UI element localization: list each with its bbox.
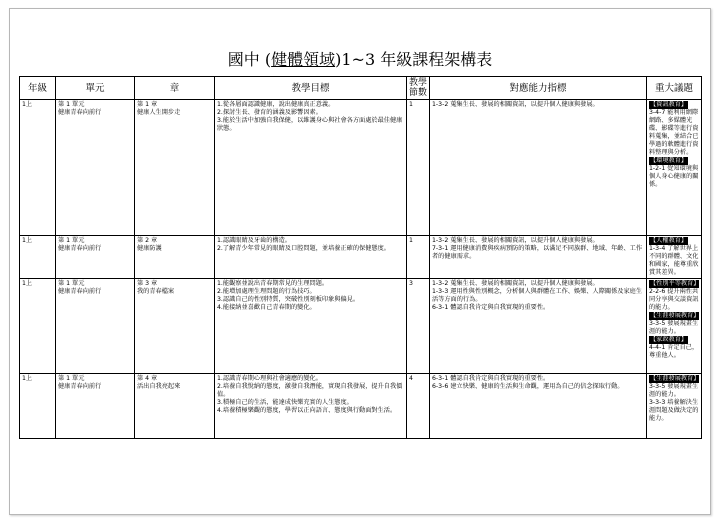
unit-name: 健康青春向前行 (58, 109, 102, 116)
chapter-number: 第 4 章 (137, 375, 158, 382)
issues-cell (647, 374, 702, 439)
unit-number: 第 1 單元 (58, 280, 85, 287)
unit-cell (56, 100, 135, 236)
issue-heading: 【資訊教育】 (650, 101, 688, 108)
goal-item: 1.從各層面認識健康，說出健康真正意義。 (217, 101, 335, 108)
issue-heading: 【性別平等教育】 (650, 280, 700, 287)
unit-name: 健康青春向前行 (58, 383, 102, 390)
goal-item: 3.認識自己的性別特質，突破性別刻板印象與偏見。 (217, 296, 360, 303)
goal-item: 3.能於生活中加強自我保健，以維護身心與社會各方面處於最佳健康狀態。 (217, 117, 403, 132)
indicator-item: 1-3-2 蒐集生長、發展的相關資訊，以提升個人健康與發展。 (432, 101, 599, 108)
issue-heading: 【家政教育】 (650, 336, 688, 343)
unit-number: 第 1 單元 (58, 237, 85, 244)
table-row (20, 279, 702, 374)
header-grade: 年級 (20, 77, 56, 100)
header-goals: 教學目標 (215, 77, 407, 100)
goals-cell (215, 236, 407, 279)
issue-text: 2-2-6 提升兩性共同分享與交談資訊的能力。 (649, 288, 699, 311)
goal-item: 3.積極自己的生活，能達成快樂充實的人生態度。 (217, 399, 353, 406)
unit-name: 健康青春向前行 (58, 245, 102, 252)
goal-item: 2.培養自我悅納的態度，激發自我潛能，實現自我發展，提升自我價值。 (217, 383, 403, 398)
periods-cell: 4 (407, 374, 430, 439)
chapter-name: 我的青春檔案 (137, 288, 175, 295)
chapter-cell (135, 236, 215, 279)
table-row (20, 236, 702, 279)
issue-text: 3-3-5 發展規畫生涯的能力。 (649, 383, 699, 398)
chapter-cell (135, 374, 215, 439)
chapter-name: 活出自我亮起來 (137, 383, 181, 390)
indicators-cell (430, 374, 647, 439)
table-row (20, 374, 702, 439)
indicators-cell (430, 236, 647, 279)
indicator-item: 7-3-1 運用健康消費與疾病預防的策略，以滿足不同族群、地域、年齡、工作者的健康需求。 (432, 245, 643, 260)
goal-item: 1.能觀察並說出青春期常見的生理問題。 (217, 280, 329, 287)
header-chapter: 章 (135, 77, 215, 100)
indicator-item: 1-3-3 運用性與性別概念，分析個人與群體在工作、娛樂、人際關係及家庭生活等方面的行為。 (432, 288, 643, 303)
chapter-name: 健康防護 (137, 245, 162, 252)
issues-cell (647, 100, 702, 236)
goal-item: 2.了解青少年常見的眼睛及口腔問題，並培養正確的保健態度。 (217, 245, 390, 252)
periods-cell: 1 (407, 100, 430, 236)
goals-cell (215, 279, 407, 374)
chapter-cell (135, 100, 215, 236)
indicator-item: 6-3-1 體認自我肯定與自我實現的重要性。 (432, 375, 550, 382)
issue-heading: 【生涯發展教育】 (650, 375, 700, 382)
title-suffix: )1~3 年級課程架構表 (335, 50, 493, 69)
indicators-cell (430, 279, 647, 374)
issue-heading: 【生涯發展教育】 (650, 312, 700, 319)
indicator-item: 6-3-6 建立快樂、健康的生活與生命觀，運用為自己的信念探取行動。 (432, 383, 624, 390)
page-title (10, 47, 710, 70)
grade-cell: 1上 (20, 279, 56, 374)
issue-text: 1-2-1 覺知環境與個人身心健康的關係。 (649, 165, 699, 188)
periods-cell: 1 (407, 236, 430, 279)
header-indicators: 對應能力指標 (430, 77, 647, 100)
table-row (20, 100, 702, 236)
unit-cell (56, 236, 135, 279)
issue-heading: 【環境教育】 (650, 157, 688, 164)
periods-cell: 3 (407, 279, 430, 374)
issues-cell (647, 236, 702, 279)
goals-cell (215, 100, 407, 236)
title-subject: 健體領域 (271, 50, 336, 69)
indicator-item: 6-3-1 體認自我肯定與自我實現的重要性。 (432, 304, 550, 311)
grade-cell: 1上 (20, 374, 56, 439)
indicator-item: 1-3-2 蒐集生長、發展的相關資訊，以提升個人健康與發展。 (432, 280, 599, 287)
table-header-row (20, 77, 702, 100)
unit-cell (56, 374, 135, 439)
goal-item: 2.能增加處理生理問題的行為技巧。 (217, 288, 316, 295)
unit-cell (56, 279, 135, 374)
header-periods: 教學節數 (407, 77, 430, 100)
grade-cell: 1上 (20, 100, 56, 236)
header-issues: 重大議題 (647, 77, 702, 100)
chapter-cell (135, 279, 215, 374)
issue-text: 4-4-1 肯定自己，尊重他人。 (649, 344, 699, 359)
goal-item: 4.能接納並喜歡自己青春期的變化。 (217, 304, 316, 311)
chapter-number: 第 3 章 (137, 280, 158, 287)
chapter-number: 第 2 章 (137, 237, 158, 244)
goal-item: 1.認識眼睛及牙齒的構造。 (217, 237, 291, 244)
goals-cell (215, 374, 407, 439)
goal-item: 2.探討生長、發育的涵義及影響因素。 (217, 109, 322, 116)
issue-heading: 【人權教育】 (650, 237, 688, 244)
indicators-cell (430, 100, 647, 236)
issues-cell (647, 279, 702, 374)
document-page (9, 8, 711, 515)
issue-text: 1-3-4 了解世界上不同的群體、文化和國家，能尊重欣賞其差異。 (649, 245, 699, 276)
title-prefix: 國中 ( (227, 50, 272, 69)
issue-text: 3-3-5 發展規畫生涯的能力。 (649, 320, 699, 335)
goal-item: 4.培養積極樂觀的態度，學習以正向語言、態度與行動面對生活。 (217, 407, 397, 414)
issue-text: 3-4-7 能利用網際網路、多媒體光碟、影碟等進行資料蒐集，並結合已學過的軟體進行資料整理與分析。 (649, 109, 699, 156)
indicator-item: 1-3-2 蒐集生長、發展的相關資訊，以提升個人健康與發展。 (432, 237, 599, 244)
chapter-number: 第 1 章 (137, 101, 158, 108)
curriculum-table (19, 76, 702, 439)
chapter-name: 健康人生開步走 (137, 109, 181, 116)
goal-item: 1.認識青春期心理與社會適應的變化。 (217, 375, 322, 382)
header-unit: 單元 (56, 77, 135, 100)
unit-number: 第 1 單元 (58, 101, 85, 108)
unit-name: 健康青春向前行 (58, 288, 102, 295)
grade-cell: 1上 (20, 236, 56, 279)
unit-number: 第 1 單元 (58, 375, 85, 382)
issue-text: 3-3-3 培養解決生涯問題及做決定的能力。 (649, 399, 699, 422)
